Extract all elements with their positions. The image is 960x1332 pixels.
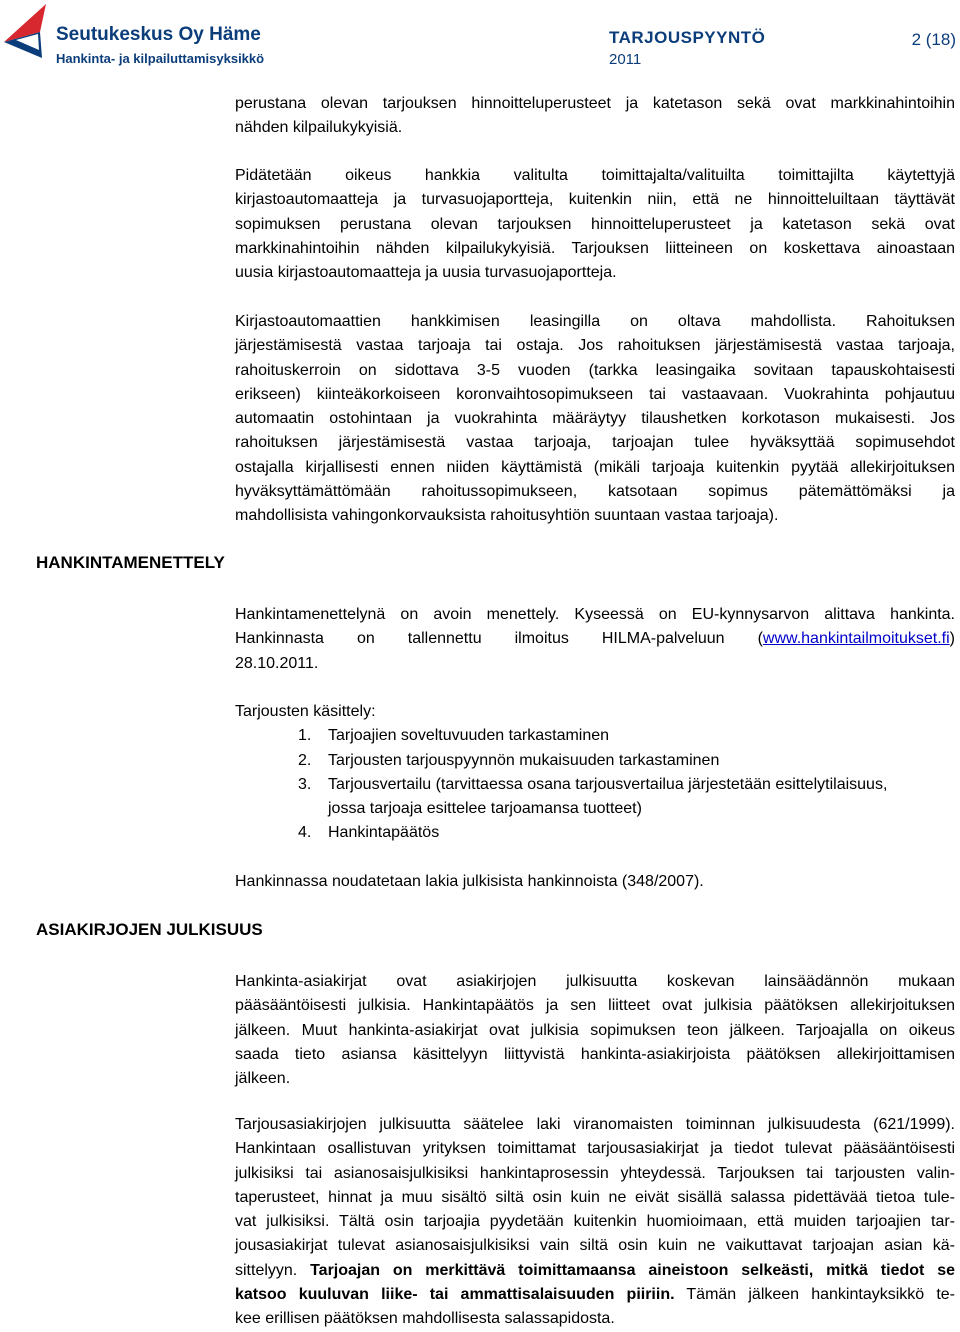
document-year: 2011 — [609, 51, 642, 68]
text-line — [235, 1259, 955, 1283]
list-item — [235, 773, 955, 822]
text-line: Hankintamenettelynä on avoin menettely. Kyseessä on EU-kynnysarvon alittava hankinta. — [235, 606, 955, 623]
text-line: Hankintaan osallistuvan yrityksen toimittamat tarjousasiakirjat ja tiedot tulevat pääsääntöisesti — [235, 1140, 955, 1158]
text-line: Pidätetään oikeus hankkia valitulta toimittajalta/valituilta toimittajilta käytettyjä — [235, 167, 955, 184]
list-text: Tarjoajien soveltuvuuden tarkastaminen — [328, 727, 610, 745]
text-line: Hankinta-asiakirjat ovat asiakirjojen julkisuutta koskevan lainsäädännön mukaan — [235, 973, 955, 990]
text-line: Hankinnassa noudatetaan lakia julkisista hankinnoista (348/2007). — [235, 873, 704, 890]
text-line: jousasiakirjat tulevat asianosaisjulkisiksi vain siltä osin kuin ne vaikuttavat tarjoajan asian kä- — [235, 1237, 955, 1255]
list-text: Hankintapäätös — [328, 824, 440, 842]
list-number: 2. — [298, 751, 312, 769]
list-item — [235, 724, 955, 748]
text-line: rahoituksen järjestämisestä vastaa tarjoaja, tarjoajan tulee hyväksyttää sopimusehdot — [235, 434, 955, 452]
organization-name: Seutukeskus Oy Häme — [56, 24, 261, 45]
text-line — [235, 627, 955, 651]
text-line — [235, 1283, 955, 1307]
list-text: Tarjousten tarjouspyynnön mukaisuuden tarkastaminen — [328, 751, 720, 769]
text-segment: Hankinnasta on tallennettu ilmoitus HILMA-palveluun ( — [235, 630, 763, 648]
text-line: jälkeen. Muut hankinta-asiakirjat ovat julkisia sopimuksen teon jälkeen. Tarjoajalla on oikeus — [235, 1021, 955, 1039]
text-segment: ) — [949, 630, 955, 648]
text-segment: sittelyyn. — [235, 1261, 311, 1279]
text-line: sopimuksen perustana olevan tarjouksen hinnoitteluperusteet ja katetason sekä ovat — [235, 215, 955, 233]
list-intro: Tarjousten käsittely: — [235, 703, 376, 720]
text-line: julkisiksi tai asianosaisjulkisiksi hankintaprosessin yhteydessä. Tarjouksen tai tarjousten valin- — [235, 1164, 955, 1182]
text-line: markkinahintoihin nähden kilpailukykyisiä. Tarjouksen liitteineen on koskettava ainoastaan — [235, 239, 955, 257]
document-title: TARJOUSPYYNTÖ — [609, 28, 766, 47]
heading-publicity: ASIAKIRJOJEN JULKISUUS — [36, 920, 263, 939]
text-line: Kirjastoautomaattien hankkimisen leasingilla on oltava mahdollista. Rahoituksen — [235, 313, 955, 330]
heading-procedure: HANKINTAMENETTELY — [36, 553, 225, 572]
offer-processing-list — [235, 700, 955, 846]
text-line: kee erillisen päätöksen mahdollisesta salassapidosta. — [235, 1310, 615, 1328]
text-line: erikseen) kiinteäkorkoiseen koronvaihtosopimukseen tai vastaavaan. Vuokrahinta pohjautuu — [235, 385, 955, 403]
text-line: saada tieto asiansa käsittelyyn liittyvistä hankinta-asiakirjoista päätöksen allekirjoittamisen — [235, 1045, 955, 1063]
paragraph-continuation — [235, 92, 955, 141]
text-line: perustana olevan tarjouksen hinnoitteluperusteet ja katetason sekä ovat markkinahintoihin — [235, 95, 955, 112]
list-item — [235, 749, 955, 773]
paragraph-offer-publicity — [235, 1113, 955, 1332]
paragraph-leasing — [235, 310, 955, 529]
organization-unit: Hankinta- ja kilpailuttamisyksikkö — [56, 51, 265, 66]
list-item — [235, 821, 955, 845]
paragraph-law — [235, 870, 955, 894]
text-line: uusia kirjastoautomaatteja ja uusia turvasuojaportteja. — [235, 264, 617, 282]
text-line: automaatin ostohintaan ja vuokrahinta määräytyy tilaushetken korkotason mukaisesti. Jos — [235, 410, 955, 428]
list-text: Tarjousvertailu (tarvittaessa osana tarjousvertailua järjestetään esittelytilaisuus, — [328, 775, 888, 793]
paragraph-used-equipment — [235, 164, 955, 285]
paragraph-procedure — [235, 603, 955, 676]
bold-notice: katsoo kuuluvan liike- tai ammattisalaisuuden piiriin. — [235, 1286, 675, 1304]
text-line: jälkeen. — [235, 1070, 291, 1088]
text-line: hyväksyttämättömään rahoitussopimukseen, katsotaan sopimus pätemättömäksi ja — [235, 483, 955, 501]
text-line: mahdollisista vahingonkorvauksista rahoitusyhtiön suuntaan vastaa tarjoaja). — [235, 507, 779, 525]
text-line: kirjastoautomaatteja ja turvasuojaportteja, kuitenkin niin, että ne hinnoitteluiltaan täyttävät — [235, 191, 955, 209]
bold-notice: Tarjoajan on merkittävä toimittamaansa aineistoon selkeästi, mitkä tiedot se — [310, 1261, 956, 1279]
text-line: 28.10.2011. — [235, 654, 319, 672]
list-number: 4. — [298, 824, 312, 842]
page-number: 2 (18) — [911, 30, 956, 49]
list-number: 3. — [298, 775, 312, 793]
text-line: nähden kilpailukykyisiä. — [235, 119, 403, 137]
list-text: jossa tarjoaja esittelee tarjoamansa tuotteet) — [328, 800, 642, 818]
text-line: Tarjousasiakirjojen julkisuutta säätelee laki viranomaisten toiminnan julkisuudesta (621/1999). — [235, 1116, 955, 1133]
text-line: pääsääntöisesti julkisia. Hankintapäätös ja sen liitteet ovat julkisia päätöksen allekirjoituksen — [235, 997, 955, 1015]
seutukeskus-logo-icon — [2, 2, 50, 60]
text-line: järjestämisestä vastaa tarjoaja tai ostaja. Jos rahoituksen järjestämisestä vastaa tarjoaja, — [235, 337, 955, 355]
text-line: vat julkisiksi. Tältä osin tarjoajia pyydetään kuitenkin huomioimaan, että muiden tarjoajien tar- — [235, 1213, 955, 1231]
text-segment: Tämän jälkeen hankintayksikkö te- — [674, 1286, 955, 1304]
paragraph-document-publicity — [235, 970, 955, 1091]
text-line: rahoituskerroin on sidottava 3-5 vuoden (tarkka leasingaika sovitaan tapauskohtaisesti — [235, 361, 955, 379]
list-number: 1. — [298, 727, 312, 745]
hilma-link[interactable]: www.hankintailmoitukset.fi — [762, 630, 950, 648]
text-line: ostajalla kirjallisesti ennen niiden käyttämistä (mikäli tarjoaja kuitenkin pyytää allekirjoituksen — [235, 458, 955, 476]
text-line: taperusteet, hinnat ja muu sisältö siltä osin kuin ne eivät sisällä salassa pidettävää tietoa tule- — [235, 1188, 955, 1206]
